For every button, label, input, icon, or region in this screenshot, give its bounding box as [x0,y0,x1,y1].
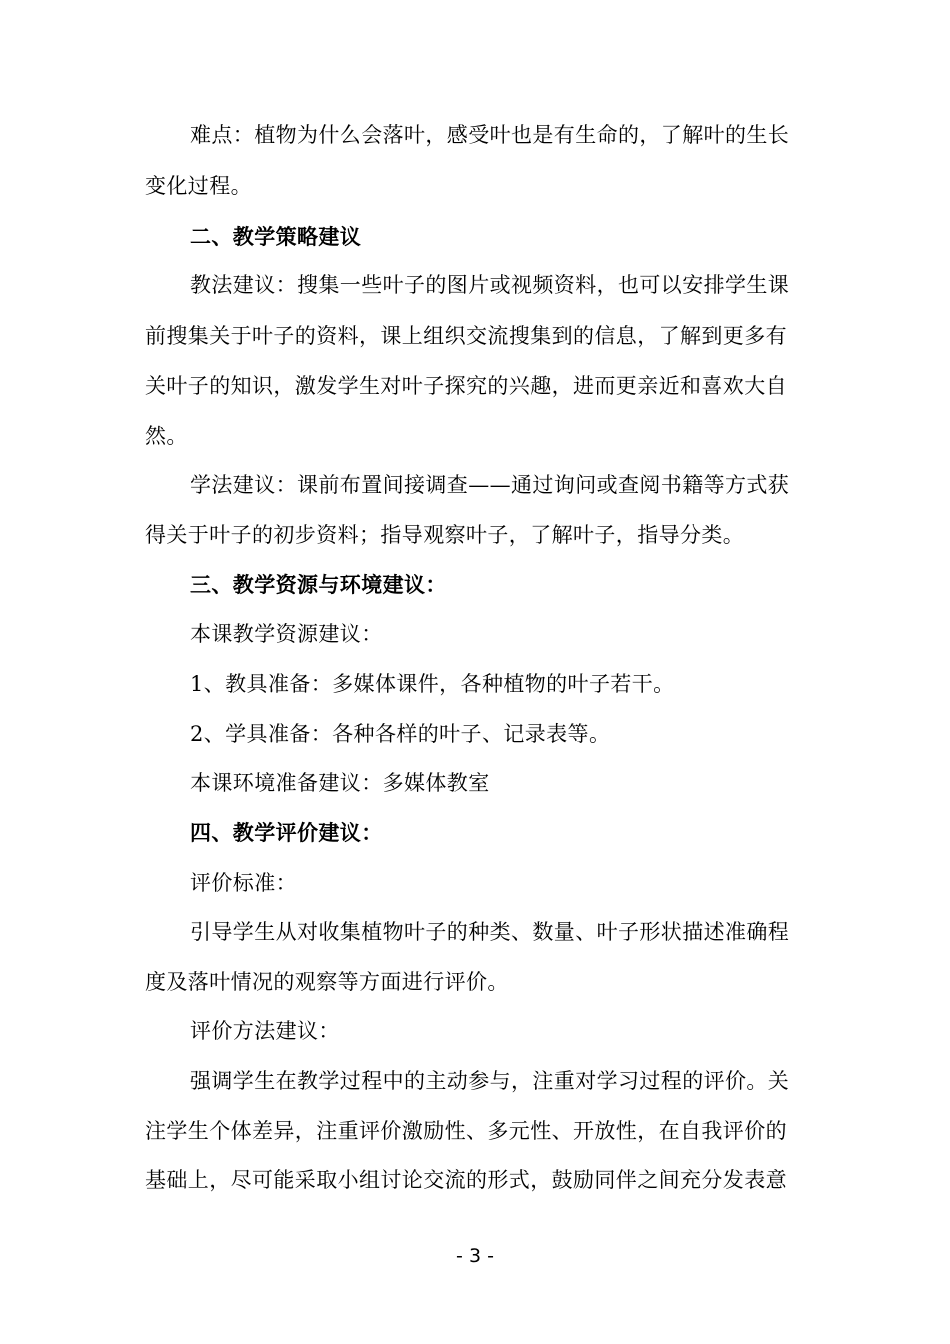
paragraph-environment-suggestion: 本课环境准备建议：多媒体教室 [190,771,490,795]
paragraph-evaluation-method-line-1: 强调学生在教学过程中的主动参与，注重对学习过程的评价。关 [190,1069,790,1093]
paragraph-learning-method-line-1: 学法建议：课前布置间接调查——通过询问或查阅书籍等方式获 [190,473,790,497]
section-heading-resources: 三、教学资源与环境建议： [190,573,447,597]
page-number: - 3 - [456,1245,494,1267]
paragraph-teaching-method-line-2: 前搜集关于叶子的资料，课上组织交流搜集到的信息，了解到更多有 [145,324,787,348]
paragraph-evaluation-standard-line-2: 度及落叶情况的观察等方面进行评价。 [145,970,509,994]
section-heading-teaching-strategy: 二、教学策略建议 [190,225,362,249]
paragraph-evaluation-standard-label: 评价标准： [190,871,297,895]
paragraph-learning-method-line-2: 得关于叶子的初步资料；指导观察叶子，了解叶子，指导分类。 [145,523,745,547]
paragraph-evaluation-method-label: 评价方法建议： [190,1019,340,1043]
list-item-learning-aids: 2、学具准备：各种各样的叶子、记录表等。 [190,722,611,746]
paragraph-evaluation-method-line-3: 基础上，尽可能采取小组讨论交流的形式，鼓励同伴之间充分发表意 [145,1168,787,1192]
paragraph-teaching-method-line-3: 关叶子的知识，激发学生对叶子探究的兴趣，进而更亲近和喜欢大自 [145,374,787,398]
paragraph-resource-suggestion: 本课教学资源建议： [190,622,383,646]
paragraph-teaching-method-line-4: 然。 [145,424,188,448]
paragraph-teaching-method-line-1: 教法建议：搜集一些叶子的图片或视频资料，也可以安排学生课 [190,273,790,297]
section-heading-evaluation: 四、教学评价建议： [190,821,383,845]
paragraph-difficulty-line-1: 难点：植物为什么会落叶，感受叶也是有生命的，了解叶的生长 [190,123,790,147]
paragraph-evaluation-standard-line-1: 引导学生从对收集植物叶子的种类、数量、叶子形状描述准确程 [190,920,790,944]
list-item-teaching-aids: 1、教具准备：多媒体课件，各种植物的叶子若干。 [190,672,675,696]
paragraph-evaluation-method-line-2: 注学生个体差异，注重评价激励性、多元性、开放性，在自我评价的 [145,1119,787,1143]
paragraph-difficulty-line-2: 变化过程。 [145,174,252,198]
